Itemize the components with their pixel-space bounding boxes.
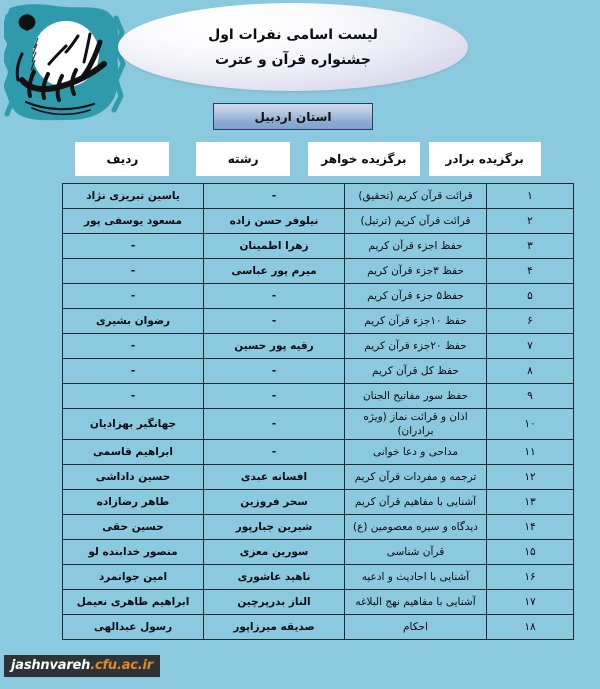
cell-baradar: حسین حقی [63, 515, 204, 540]
cell-baradar: ابراهیم طاهری نعیمل [63, 590, 204, 615]
cell-reshte: قرائت قرآن کریم (تحقیق) [345, 184, 487, 209]
cell-reshte: اذان و قرائت نماز (ویژه برادران) [345, 409, 487, 440]
cell-radif: ۸ [487, 359, 574, 384]
cell-khahar: - [204, 440, 345, 465]
table-row [63, 615, 574, 640]
cell-khahar: سورین معزی [204, 540, 345, 565]
cell-baradar: یاسین تبریزی نژاد [63, 184, 204, 209]
cell-radif: ۱۵ [487, 540, 574, 565]
province-button[interactable] [213, 103, 373, 130]
cell-khahar: - [204, 359, 345, 384]
table-row [63, 490, 574, 515]
column-header-radif [62, 141, 183, 177]
cell-khahar: زهرا اطمینان [204, 234, 345, 259]
cell-khahar: صدیقه میرزاپور [204, 615, 345, 640]
cell-reshte: حفظ کل قرآن کریم [345, 359, 487, 384]
jashnvareh-logo [4, 2, 126, 126]
cell-radif: ۱۷ [487, 590, 574, 615]
cell-reshte: حفظ اجزء قرآن کریم [345, 234, 487, 259]
table-row [63, 465, 574, 490]
cell-baradar: جهانگیر بهزادیان [63, 409, 204, 440]
cell-khahar: افسانه عبدی [204, 465, 345, 490]
cell-khahar: - [204, 309, 345, 334]
cell-baradar: - [63, 334, 204, 359]
cell-baradar: - [63, 234, 204, 259]
cell-radif: ۱ [487, 184, 574, 209]
column-header-baradar [424, 141, 545, 177]
table-row [63, 565, 574, 590]
cell-baradar: طاهر رضازاده [63, 490, 204, 515]
column-header-khahar [304, 141, 425, 177]
footer-url-part1: jashnvareh [11, 658, 91, 673]
cell-baradar: - [63, 359, 204, 384]
cell-radif: ۱۳ [487, 490, 574, 515]
page-title-line-2: جشنواره قرآن و عترت [215, 51, 371, 68]
cell-baradar: حسین داداشی [63, 465, 204, 490]
cell-khahar: الناز بدرپرچین [204, 590, 345, 615]
table-row [63, 384, 574, 409]
table-row [63, 284, 574, 309]
column-header-khahar-label: برگزیده خواهر [308, 142, 420, 176]
cell-radif: ۱۶ [487, 565, 574, 590]
cell-khahar: - [204, 409, 345, 440]
cell-baradar: مسعود یوسفی پور [63, 209, 204, 234]
cell-radif: ۲ [487, 209, 574, 234]
cell-reshte: حفظ ۳جزء قرآن کریم [345, 259, 487, 284]
cell-reshte: حفظ۵ جزء قرآن کریم [345, 284, 487, 309]
province-button-label: استان اردبیل [254, 109, 332, 124]
footer-url-part2: .cfu.ac.ir [90, 658, 153, 673]
cell-baradar: منصور خدابنده لو [63, 540, 204, 565]
cell-radif: ۱۴ [487, 515, 574, 540]
cell-radif: ۷ [487, 334, 574, 359]
cell-khahar: ناهید عاشوری [204, 565, 345, 590]
cell-radif: ۵ [487, 284, 574, 309]
table-row [63, 309, 574, 334]
cell-reshte: مداحی و دعا خوانی [345, 440, 487, 465]
table-row [63, 590, 574, 615]
cell-radif: ۱۲ [487, 465, 574, 490]
page-title-line-1: لیست اسامی نفرات اول [208, 26, 378, 43]
cell-baradar: رسول عبدالهی [63, 615, 204, 640]
cell-khahar: شیرین جبارپور [204, 515, 345, 540]
cell-reshte: حفظ ۱۰جزء قرآن کریم [345, 309, 487, 334]
table-row [63, 184, 574, 209]
cell-reshte: آشنایی با مفاهیم قرآن کریم [345, 490, 487, 515]
cell-khahar: رقیه پور حسین [204, 334, 345, 359]
cell-baradar: - [63, 259, 204, 284]
table-row [63, 440, 574, 465]
cell-reshte: احکام [345, 615, 487, 640]
cell-reshte: قرآن شناسی [345, 540, 487, 565]
cell-reshte: آشنایی با مفاهیم نهج البلاغه [345, 590, 487, 615]
table-row [63, 409, 574, 440]
cell-khahar: - [204, 284, 345, 309]
table-row [63, 540, 574, 565]
table-row [63, 259, 574, 284]
table-row [63, 515, 574, 540]
cell-khahar: میرم پور عباسی [204, 259, 345, 284]
cell-baradar: رضوان بشیری [63, 309, 204, 334]
column-header-reshte [183, 141, 304, 177]
cell-baradar: ابراهیم قاسمی [63, 440, 204, 465]
cell-radif: ۱۰ [487, 409, 574, 440]
cell-radif: ۴ [487, 259, 574, 284]
cell-khahar: - [204, 184, 345, 209]
cell-khahar: - [204, 384, 345, 409]
footer-website-url[interactable] [4, 655, 160, 677]
cell-baradar: امین جوانمرد [63, 565, 204, 590]
cell-baradar: - [63, 284, 204, 309]
winners-table-body [63, 184, 574, 640]
cell-radif: ۶ [487, 309, 574, 334]
cell-khahar: سحر فروزین [204, 490, 345, 515]
cell-khahar: نیلوفر حسن زاده [204, 209, 345, 234]
table-row [63, 209, 574, 234]
cell-reshte: آشنایی با احادیث و ادعیه [345, 565, 487, 590]
cell-reshte: دیدگاه و سیره معصومین (ع) [345, 515, 487, 540]
cell-reshte: ترجمه و مفردات قرآن کریم [345, 465, 487, 490]
cell-reshte: قرائت قرآن کریم (ترتیل) [345, 209, 487, 234]
column-header-radif-label: ردیف [75, 142, 169, 176]
cell-radif: ۹ [487, 384, 574, 409]
table-column-headers [62, 141, 545, 177]
cell-reshte: حفظ سور مفاتیح الجنان [345, 384, 487, 409]
page-title-ellipse [118, 3, 468, 91]
table-row [63, 359, 574, 384]
cell-radif: ۱۱ [487, 440, 574, 465]
cell-reshte: حفظ ۲۰جزء قرآن کریم [345, 334, 487, 359]
table-row [63, 234, 574, 259]
winners-table [62, 183, 574, 640]
column-header-reshte-label: رشته [196, 142, 290, 176]
table-row [63, 334, 574, 359]
cell-radif: ۳ [487, 234, 574, 259]
cell-radif: ۱۸ [487, 615, 574, 640]
cell-baradar: - [63, 384, 204, 409]
column-header-baradar-label: برگزیده برادر [429, 142, 541, 176]
